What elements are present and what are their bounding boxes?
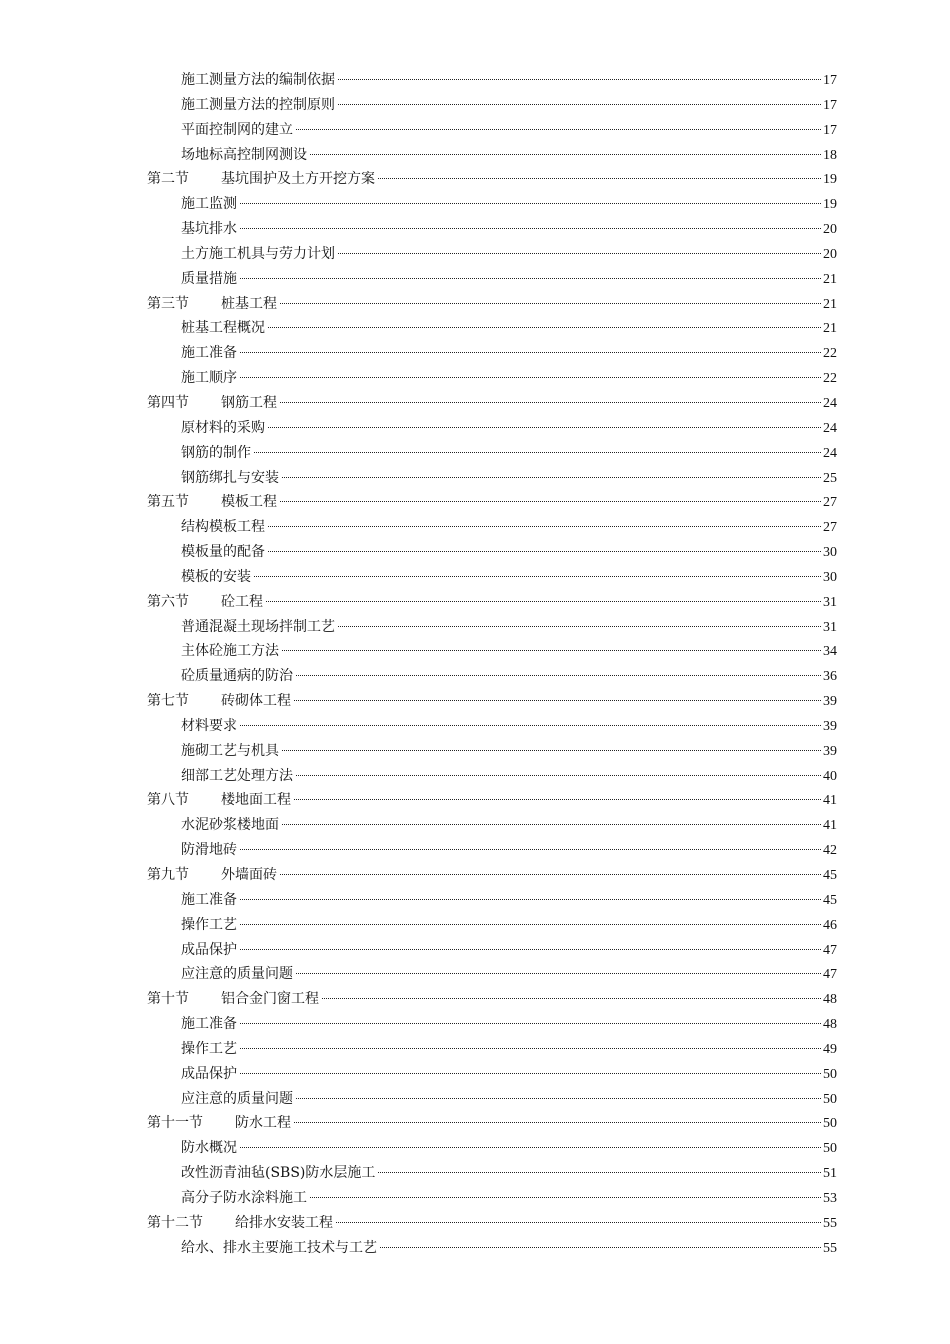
entry-title: 施砌工艺与机具 <box>181 742 279 759</box>
page-number: 49 <box>823 1041 837 1057</box>
page-number: 39 <box>823 743 837 759</box>
toc-subsection-entry[interactable] <box>147 68 837 93</box>
entry-title: 钢筋工程 <box>221 394 277 411</box>
toc-subsection-entry[interactable] <box>147 1186 837 1211</box>
entry-title: 防滑地砖 <box>181 842 237 859</box>
toc-subsection-entry[interactable] <box>147 565 837 590</box>
entry-title: 桩基工程 <box>221 295 277 312</box>
section-number: 第八节 <box>147 792 189 809</box>
page-number: 31 <box>823 594 837 610</box>
page-number: 50 <box>823 1066 837 1082</box>
dot-leader <box>322 998 821 999</box>
toc-subsection-entry[interactable] <box>147 888 837 913</box>
toc-subsection-entry[interactable] <box>147 639 837 664</box>
toc-subsection-entry[interactable] <box>147 1161 837 1186</box>
page-number: 46 <box>823 917 837 933</box>
entry-title: 防水工程 <box>235 1115 291 1132</box>
toc-subsection-entry[interactable] <box>147 143 837 168</box>
page-number: 24 <box>823 445 837 461</box>
toc-subsection-entry[interactable] <box>147 118 837 143</box>
entry-title: 桩基工程概况 <box>181 320 265 337</box>
entry-title: 给排水安装工程 <box>235 1214 333 1231</box>
entry-title: 砼工程 <box>221 593 263 610</box>
toc-section-entry[interactable] <box>147 490 837 515</box>
entry-title: 普通混凝土现场拌制工艺 <box>181 618 335 635</box>
toc-subsection-entry[interactable] <box>147 838 837 863</box>
page-number: 45 <box>823 868 837 883</box>
page-number: 47 <box>823 942 837 958</box>
toc-subsection-entry[interactable] <box>147 714 837 739</box>
page-number: 18 <box>823 147 837 163</box>
entry-title: 施工准备 <box>181 891 237 908</box>
toc-subsection-entry[interactable] <box>147 739 837 764</box>
page-number: 24 <box>823 420 837 436</box>
dot-leader <box>268 526 821 527</box>
page-number: 42 <box>823 843 837 859</box>
entry-title: 给水、排水主要施工技术与工艺 <box>181 1239 377 1256</box>
dot-leader <box>338 626 821 627</box>
entry-title: 模板工程 <box>221 494 277 511</box>
dot-leader <box>336 1222 821 1223</box>
page-number: 17 <box>823 97 837 113</box>
toc-subsection-entry[interactable] <box>147 267 837 292</box>
dot-leader <box>380 1247 821 1248</box>
entry-title: 模板的安装 <box>181 568 251 585</box>
page-number: 22 <box>823 371 837 387</box>
entry-title: 质量措施 <box>181 270 237 287</box>
toc-subsection-entry[interactable] <box>147 515 837 540</box>
toc-section-entry[interactable] <box>147 391 837 416</box>
page-number: 17 <box>823 122 837 138</box>
dot-leader <box>240 1073 821 1074</box>
entry-title: 成品保护 <box>181 941 237 958</box>
dot-leader <box>280 501 821 502</box>
toc-subsection-entry[interactable] <box>147 1087 837 1112</box>
page-number: 21 <box>823 271 837 287</box>
section-number: 第四节 <box>147 394 189 411</box>
dot-leader <box>240 278 821 279</box>
page-number: 17 <box>823 73 837 88</box>
dot-leader <box>296 973 821 974</box>
toc-subsection-entry[interactable] <box>147 217 837 242</box>
toc-subsection-entry[interactable] <box>147 962 837 987</box>
section-number: 第三节 <box>147 295 189 312</box>
page-number: 24 <box>823 395 837 411</box>
page-number: 19 <box>823 172 837 188</box>
page-number: 36 <box>823 669 837 685</box>
entry-title: 模板量的配备 <box>181 544 265 561</box>
dot-leader <box>282 750 821 751</box>
entry-title: 土方施工机具与劳力计划 <box>181 245 335 262</box>
entry-title: 操作工艺 <box>181 916 237 933</box>
page-number: 31 <box>823 619 837 635</box>
page-number: 48 <box>823 992 837 1008</box>
page-number: 27 <box>823 520 837 536</box>
dot-leader <box>254 452 821 453</box>
dot-leader <box>296 129 821 130</box>
toc-section-entry[interactable] <box>147 1211 837 1236</box>
page-number: 34 <box>823 644 837 660</box>
dot-leader <box>268 551 821 552</box>
dot-leader <box>338 79 821 80</box>
dot-leader <box>296 675 821 676</box>
dot-leader <box>282 824 821 825</box>
dot-leader <box>268 327 821 328</box>
dot-leader <box>240 1023 821 1024</box>
dot-leader <box>240 203 821 204</box>
toc-subsection-entry[interactable] <box>147 192 837 217</box>
page-number: 50 <box>823 1091 837 1107</box>
page-number: 41 <box>823 818 837 834</box>
dot-leader <box>282 650 821 651</box>
toc-subsection-entry[interactable] <box>147 1037 837 1062</box>
page-number: 20 <box>823 246 837 262</box>
page-number: 45 <box>823 892 837 908</box>
dot-leader <box>294 1122 821 1123</box>
entry-title: 高分子防水涂料施工 <box>181 1189 307 1206</box>
dot-leader <box>378 1172 821 1173</box>
toc-subsection-entry[interactable] <box>147 1012 837 1037</box>
dot-leader <box>338 253 821 254</box>
entry-title: 楼地面工程 <box>221 792 291 809</box>
toc-subsection-entry[interactable] <box>147 540 837 565</box>
page-number: 22 <box>823 346 837 362</box>
toc-subsection-entry[interactable] <box>147 764 837 789</box>
entry-title: 水泥砂浆楼地面 <box>181 817 279 834</box>
toc-section-entry[interactable] <box>147 689 837 714</box>
section-number: 第十节 <box>147 991 189 1008</box>
dot-leader <box>282 477 821 478</box>
entry-title: 成品保护 <box>181 1065 237 1082</box>
entry-title: 改性沥青油毡(SBS)防水层施工 <box>181 1165 376 1182</box>
entry-title: 主体砼施工方法 <box>181 643 279 660</box>
dot-leader <box>280 303 821 304</box>
dot-leader <box>254 576 821 577</box>
dot-leader <box>240 899 821 900</box>
dot-leader <box>310 1197 821 1198</box>
entry-title: 铝合金门窗工程 <box>221 991 319 1008</box>
toc-subsection-entry[interactable] <box>147 416 837 441</box>
entry-title: 材料要求 <box>181 717 237 734</box>
toc-subsection-entry[interactable] <box>147 316 837 341</box>
entry-title: 施工测量方法的控制原则 <box>181 96 335 113</box>
toc-section-entry[interactable] <box>147 863 837 888</box>
dot-leader <box>240 1147 821 1148</box>
entry-title: 钢筋的制作 <box>181 444 251 461</box>
entry-title: 结构模板工程 <box>181 519 265 536</box>
toc-subsection-entry[interactable] <box>147 813 837 838</box>
entry-title: 平面控制网的建立 <box>181 121 293 138</box>
toc-subsection-entry[interactable] <box>147 615 837 640</box>
page-number: 30 <box>823 569 837 585</box>
section-number: 第五节 <box>147 494 189 511</box>
entry-title: 基坑围护及土方开挖方案 <box>221 171 375 188</box>
dot-leader <box>310 154 821 155</box>
toc-subsection-entry[interactable] <box>147 441 837 466</box>
dot-leader <box>240 377 821 378</box>
toc-subsection-entry[interactable] <box>147 466 837 491</box>
section-number: 第七节 <box>147 693 189 710</box>
page-number: 21 <box>823 296 837 312</box>
dot-leader <box>240 352 821 353</box>
entry-title: 基坑排水 <box>181 221 237 238</box>
entry-title: 应注意的质量问题 <box>181 966 293 983</box>
toc-section-entry[interactable] <box>147 987 837 1012</box>
toc-section-entry[interactable] <box>147 590 837 615</box>
toc-section-entry[interactable] <box>147 292 837 317</box>
page-number: 55 <box>823 1240 837 1256</box>
entry-title: 砖砌体工程 <box>221 693 291 710</box>
page-number: 21 <box>823 321 837 337</box>
entry-title: 钢筋绑扎与安装 <box>181 469 279 486</box>
page-number: 19 <box>823 197 837 213</box>
entry-title: 施工准备 <box>181 345 237 362</box>
toc-subsection-entry[interactable] <box>147 664 837 689</box>
page-number: 50 <box>823 1116 837 1132</box>
entry-title: 施工监测 <box>181 196 237 213</box>
toc-subsection-entry[interactable] <box>147 1062 837 1087</box>
page-number: 50 <box>823 1141 837 1157</box>
page-number: 40 <box>823 768 837 784</box>
toc-section-entry[interactable] <box>147 788 837 813</box>
section-number: 第六节 <box>147 593 189 610</box>
toc-subsection-entry[interactable] <box>147 366 837 391</box>
dot-leader <box>294 799 821 800</box>
toc-subsection-entry[interactable] <box>147 93 837 118</box>
toc-section-entry[interactable] <box>147 1111 837 1136</box>
page-number: 55 <box>823 1215 837 1231</box>
dot-leader <box>240 949 821 950</box>
page-number: 39 <box>823 694 837 710</box>
dot-leader <box>280 402 821 403</box>
table-of-contents <box>147 68 837 1261</box>
dot-leader <box>338 104 821 105</box>
page-number: 30 <box>823 545 837 561</box>
entry-title: 原材料的采购 <box>181 419 265 436</box>
toc-subsection-entry[interactable] <box>147 341 837 366</box>
dot-leader <box>294 700 821 701</box>
dot-leader <box>240 1048 821 1049</box>
toc-subsection-entry[interactable] <box>147 1136 837 1161</box>
dot-leader <box>296 775 821 776</box>
entry-title: 砼质量通病的防治 <box>181 668 293 685</box>
page-number: 51 <box>823 1166 837 1182</box>
dot-leader <box>240 924 821 925</box>
dot-leader <box>240 725 821 726</box>
section-number: 第九节 <box>147 867 189 883</box>
dot-leader <box>280 874 821 875</box>
section-number: 第十二节 <box>147 1214 203 1231</box>
section-number: 第二节 <box>147 171 189 188</box>
page-number: 47 <box>823 967 837 983</box>
entry-title: 施工顺序 <box>181 370 237 387</box>
toc-section-entry[interactable] <box>147 167 837 192</box>
entry-title: 细部工艺处理方法 <box>181 767 293 784</box>
entry-title: 应注意的质量问题 <box>181 1090 293 1107</box>
entry-title: 操作工艺 <box>181 1040 237 1057</box>
page-number: 20 <box>823 222 837 238</box>
dot-leader <box>266 601 821 602</box>
toc-subsection-entry[interactable] <box>147 242 837 267</box>
page-number: 27 <box>823 495 837 511</box>
page-number: 39 <box>823 718 837 734</box>
page-number: 48 <box>823 1017 837 1033</box>
dot-leader <box>240 849 821 850</box>
dot-leader <box>296 1098 821 1099</box>
entry-title: 施工测量方法的编制依据 <box>181 72 335 88</box>
dot-leader <box>240 228 821 229</box>
entry-title: 外墙面砖 <box>221 867 277 883</box>
page-number: 25 <box>823 470 837 486</box>
page-number: 41 <box>823 793 837 809</box>
entry-title: 场地标高控制网测设 <box>181 146 307 163</box>
entry-title: 防水概况 <box>181 1140 237 1157</box>
toc-subsection-entry[interactable] <box>147 1236 837 1261</box>
section-number: 第十一节 <box>147 1115 203 1132</box>
toc-subsection-entry[interactable] <box>147 938 837 963</box>
dot-leader <box>268 427 821 428</box>
toc-subsection-entry[interactable] <box>147 913 837 938</box>
page-number: 53 <box>823 1190 837 1206</box>
entry-title: 施工准备 <box>181 1016 237 1033</box>
dot-leader <box>378 178 821 179</box>
